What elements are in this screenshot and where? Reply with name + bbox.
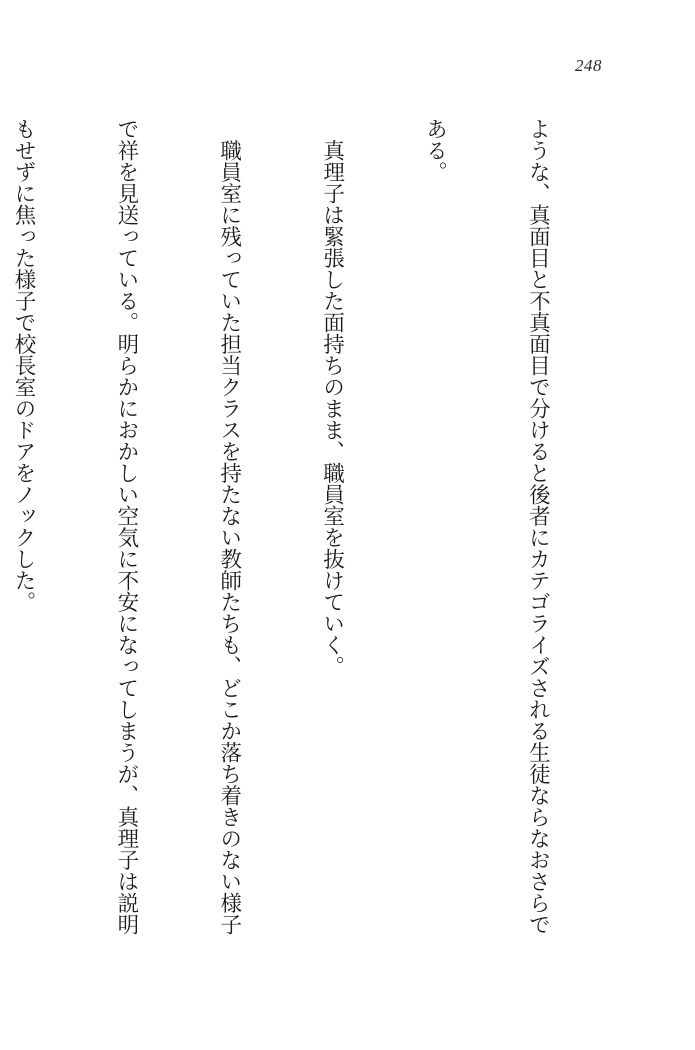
text-line: 真理子は緊張した面持ちのまま、職員室を抜けていく。 xyxy=(319,118,345,677)
text-line: 職員室に残っていた担当クラスを持たない教師たちも、どこか落ち着きのない様子 xyxy=(216,118,242,935)
page-number: 248 xyxy=(575,56,602,75)
text-line: ような、真面目と不真面目で分けると後者にカテゴライズされる生徒ならなおさらで xyxy=(525,118,551,935)
text-line: で祥を見送っている。明らかにおかしい空気に不安になってしまうが、真理子は説明 xyxy=(113,118,139,935)
text-line: ある。 xyxy=(422,118,448,183)
body-text xyxy=(0,118,623,998)
text-line: もせずに焦った様子で校長室のドアをノックした。 xyxy=(10,118,36,613)
